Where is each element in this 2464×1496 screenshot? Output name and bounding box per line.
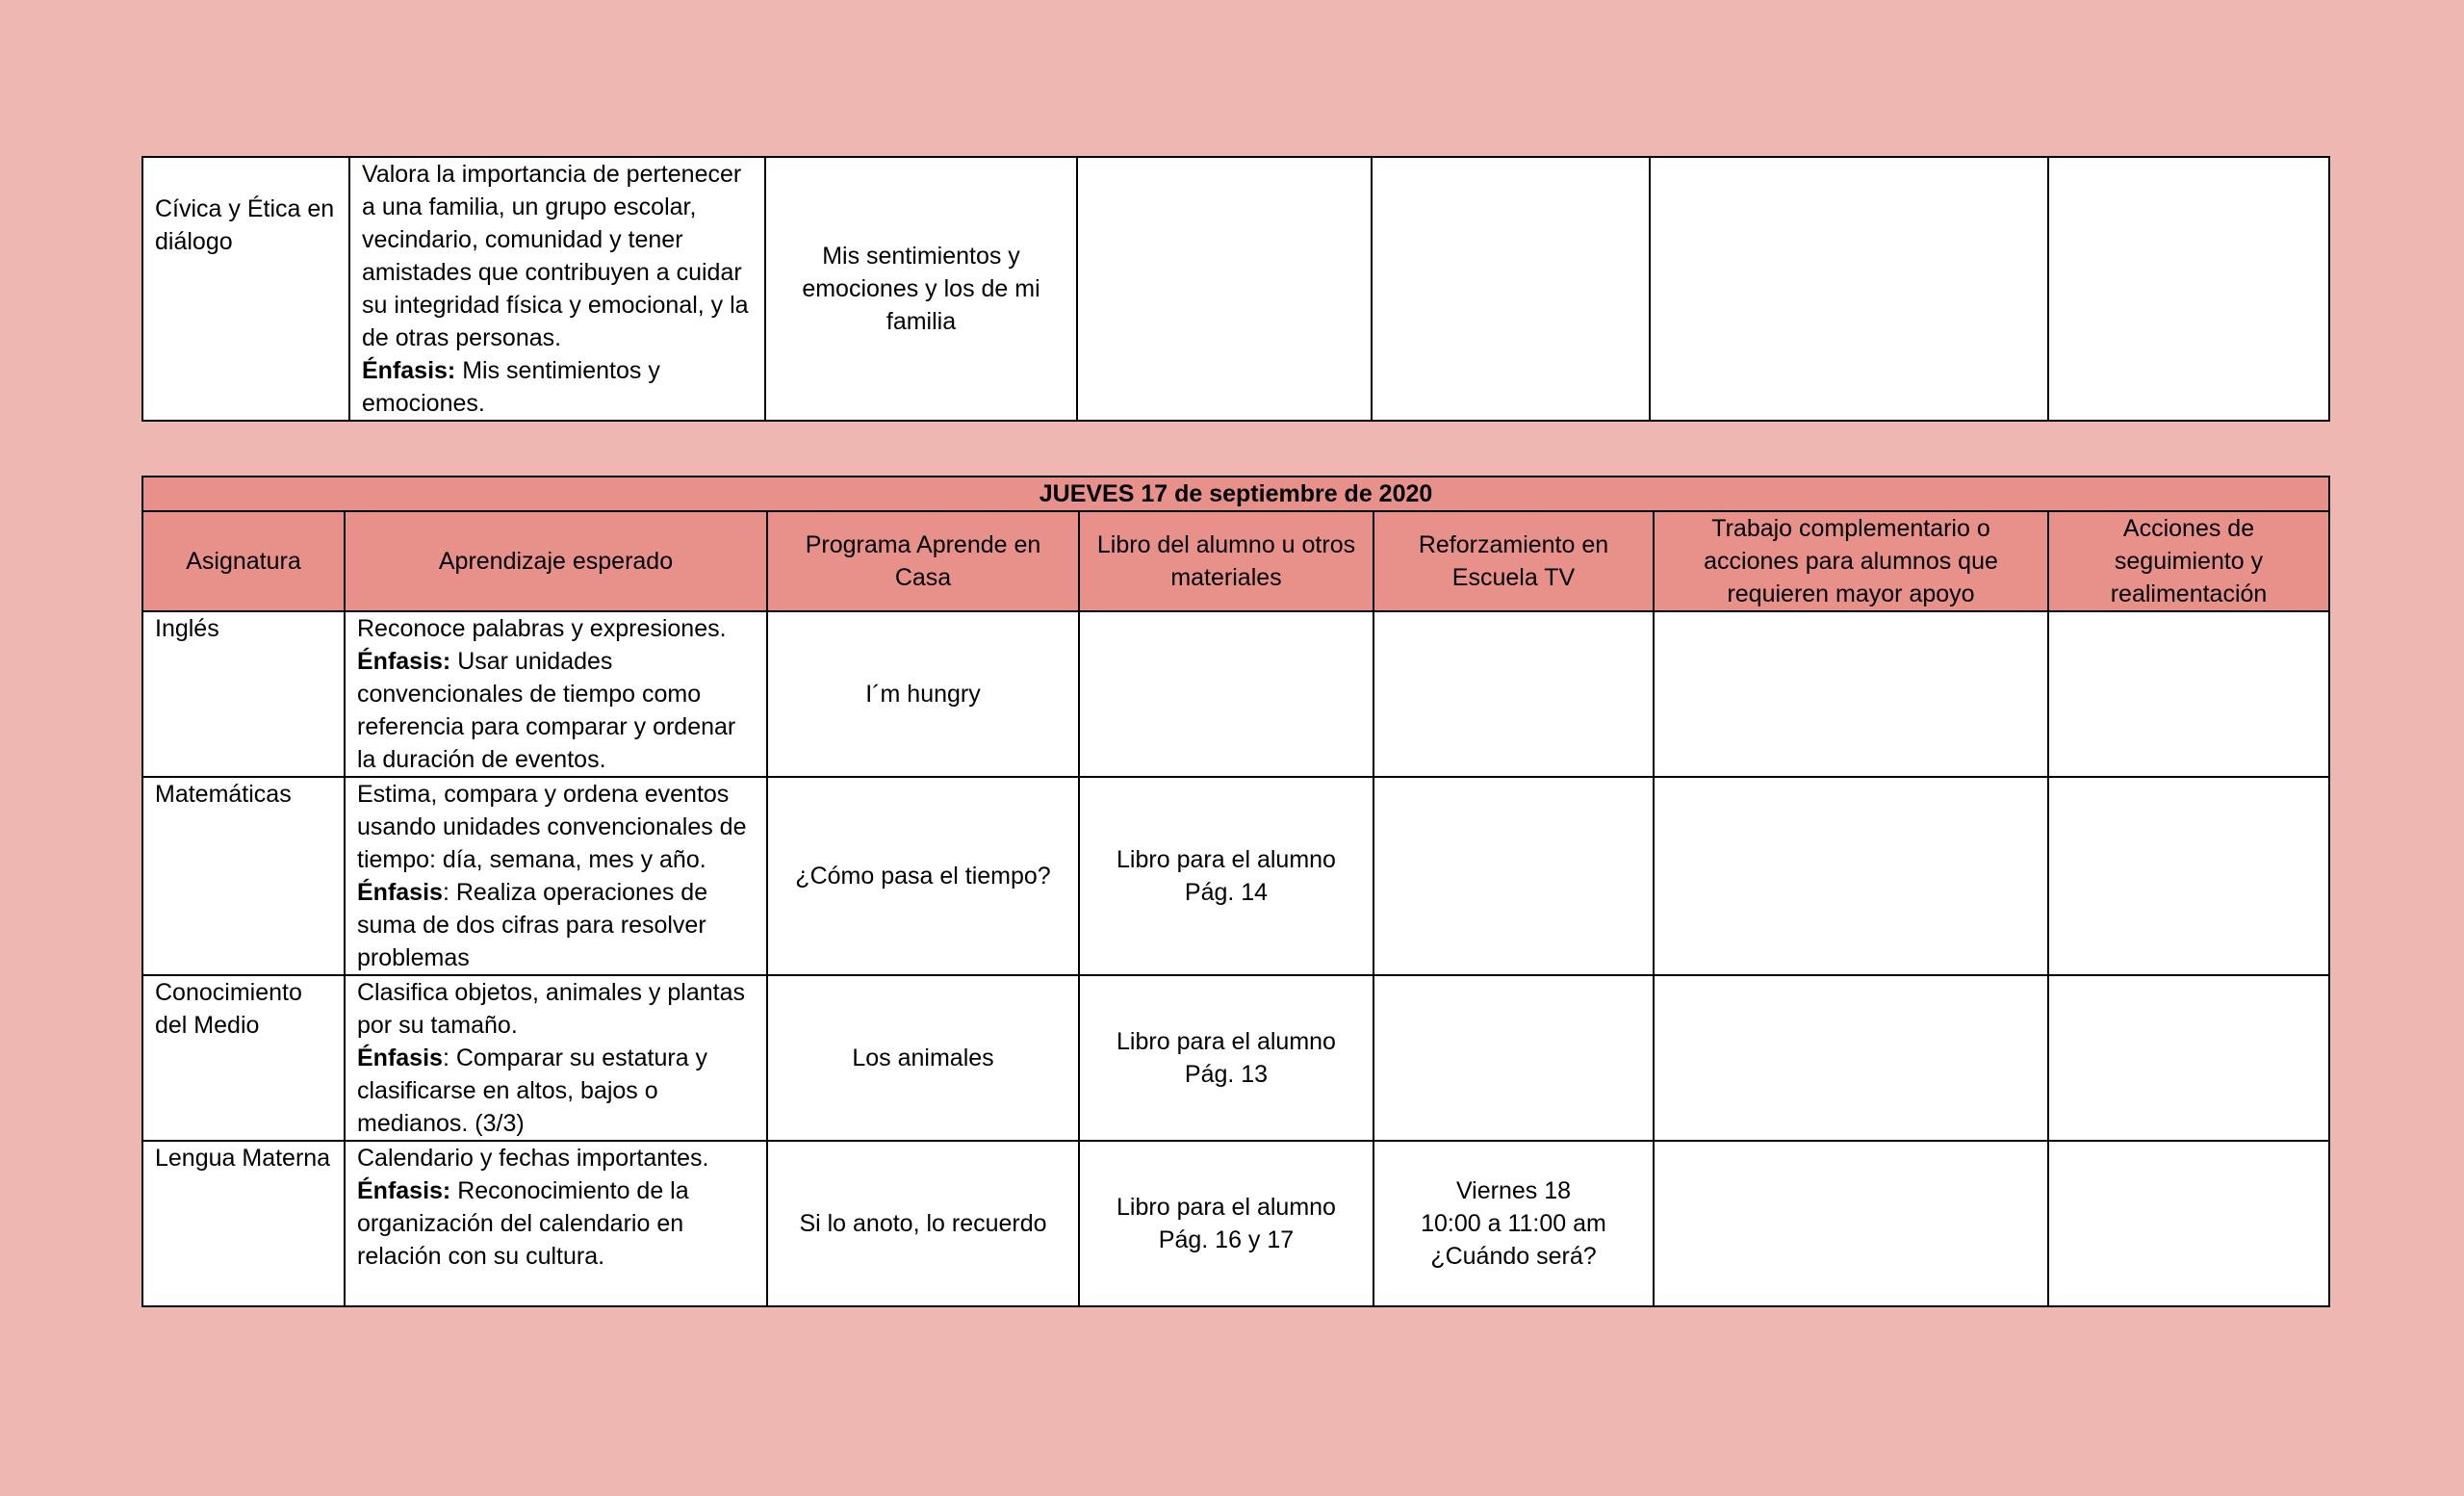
support-cell	[1654, 1141, 2048, 1306]
tv-cell	[1373, 611, 1654, 777]
table-row	[142, 157, 2329, 421]
followup-cell	[2048, 157, 2329, 421]
table-row	[142, 611, 2329, 777]
program-cell: Los animales	[767, 975, 1079, 1141]
emphasis-label: Énfasis	[357, 1045, 443, 1071]
table-row	[142, 1141, 2329, 1306]
learning-cell	[345, 611, 767, 777]
followup-cell	[2048, 975, 2329, 1141]
subject-cell: Conocimiento del Medio	[142, 975, 345, 1141]
book-cell	[1079, 611, 1373, 777]
followup-cell	[2048, 777, 2329, 975]
tv-cell: Viernes 18 10:00 a 11:00 am ¿Cuándo será?	[1373, 1141, 1654, 1306]
subject-cell: Inglés	[142, 611, 345, 777]
table-row	[142, 777, 2329, 975]
tv-cell	[1373, 777, 1654, 975]
emphasis-text: Mis sentimientos y emociones.	[362, 357, 660, 417]
thursday-table	[141, 476, 2330, 1307]
tv-cell	[1372, 157, 1650, 421]
learning-cell	[345, 975, 767, 1141]
learning-text: Calendario y fechas importantes.	[357, 1145, 709, 1172]
followup-cell	[2048, 1141, 2329, 1306]
learning-text: Estima, compara y ordena eventos usando unidades convencionales de tiempo: día, semana, mes y año.	[357, 781, 747, 873]
learning-cell	[349, 157, 765, 421]
book-cell: Libro para el alumno Pág. 13	[1079, 975, 1373, 1141]
support-cell	[1654, 975, 2048, 1141]
book-cell: Libro para el alumno Pág. 14	[1079, 777, 1373, 975]
program-cell: ¿Cómo pasa el tiempo?	[767, 777, 1079, 975]
learning-cell	[345, 777, 767, 975]
book-cell: Libro para el alumno Pág. 16 y 17	[1079, 1141, 1373, 1306]
learning-text: Valora la importancia de pertenecer a una familia, un grupo escolar, vecindario, comunidad y tener amistades que contribuyen a cuidar su integridad física y emocional, y la de otras personas.	[362, 161, 749, 351]
emphasis-text: : Comparar su estatura y clasificarse en altos, bajos o medianos. (3/3)	[357, 1045, 708, 1137]
emphasis-label: Énfasis:	[357, 648, 451, 675]
program-cell: I´m hungry	[767, 611, 1079, 777]
subject-cell: Cívica y Ética en diálogo	[142, 157, 349, 421]
emphasis-text: Reconocimiento de la organización del calendario en relación con su cultura.	[357, 1177, 689, 1270]
support-cell	[1650, 157, 2048, 421]
emphasis-text: Usar unidades convencionales de tiempo como referencia para comparar y ordenar la duración de eventos.	[357, 648, 736, 773]
learning-text: Clasifica objetos, animales y plantas por su tamaño.	[357, 979, 745, 1039]
emphasis-label: Énfasis:	[357, 1177, 451, 1204]
header-libro: Libro del alumno u otros materiales	[1079, 511, 1373, 611]
followup-cell	[2048, 611, 2329, 777]
header-programa: Programa Aprende en Casa	[767, 511, 1079, 611]
book-cell	[1077, 157, 1372, 421]
learning-cell	[345, 1141, 767, 1306]
emphasis-label: Énfasis	[357, 879, 443, 906]
table-row	[142, 975, 2329, 1141]
header-acciones: Acciones de seguimiento y realimentación	[2048, 511, 2329, 611]
program-cell: Mis sentimientos y emociones y los de mi familia	[765, 157, 1077, 421]
subject-cell: Matemáticas	[142, 777, 345, 975]
day-title: JUEVES 17 de septiembre de 2020	[142, 477, 2329, 511]
civica-table	[141, 156, 2330, 422]
header-row	[142, 511, 2329, 611]
learning-text: Reconoce palabras y expresiones.	[357, 615, 727, 642]
header-reforzamiento: Reforzamiento en Escuela TV	[1373, 511, 1654, 611]
support-cell	[1654, 611, 2048, 777]
emphasis-text: : Realiza operaciones de suma de dos cifras para resolver problemas	[357, 879, 708, 971]
header-aprendizaje: Aprendizaje esperado	[345, 511, 767, 611]
header-trabajo: Trabajo complementario o acciones para alumnos que requieren mayor apoyo	[1654, 511, 2048, 611]
program-cell: Si lo anoto, lo recuerdo	[767, 1141, 1079, 1306]
subject-cell: Lengua Materna	[142, 1141, 345, 1306]
header-asignatura: Asignatura	[142, 511, 345, 611]
tv-cell	[1373, 975, 1654, 1141]
day-title-row	[142, 477, 2329, 511]
support-cell	[1654, 777, 2048, 975]
emphasis-label: Énfasis:	[362, 357, 456, 384]
